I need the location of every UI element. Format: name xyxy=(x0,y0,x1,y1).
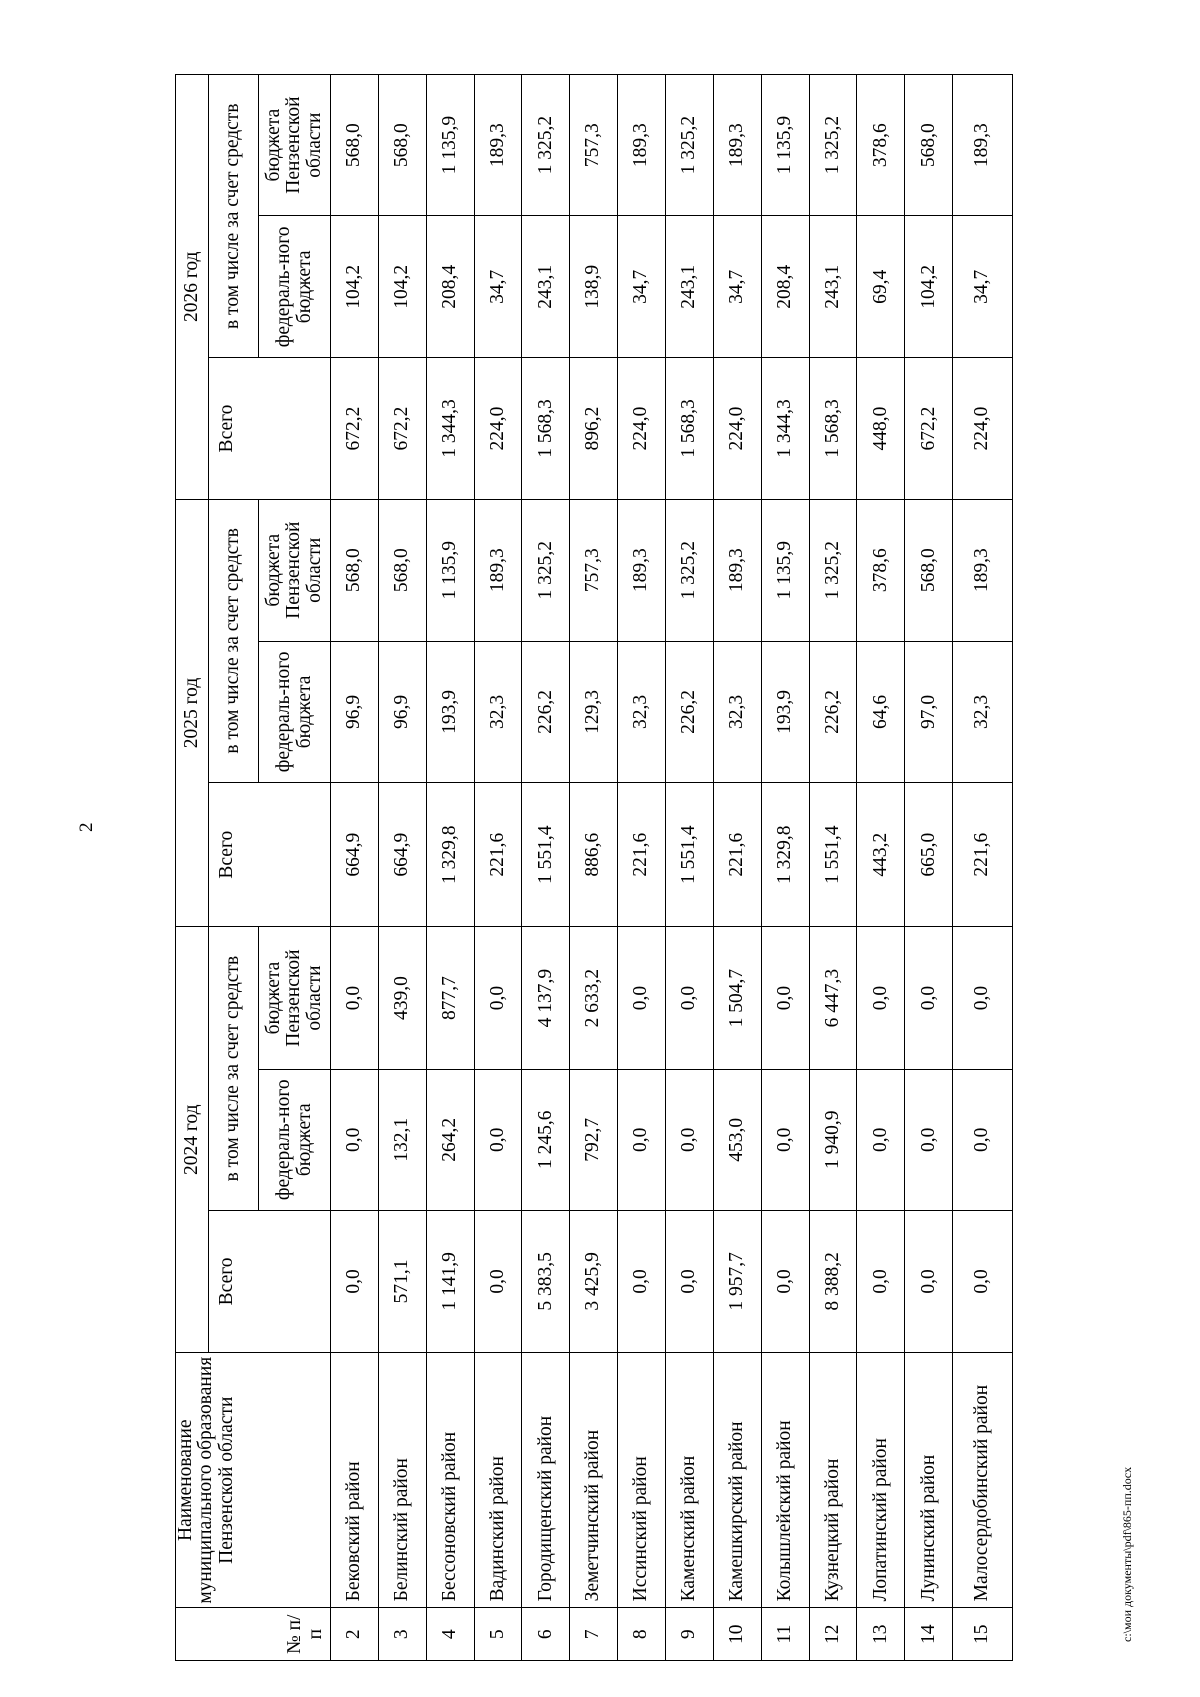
table-row xyxy=(953,75,1013,1661)
cell-2024-regional: 0,0 xyxy=(905,927,953,1069)
cell-2025-regional: 568,0 xyxy=(905,499,953,641)
cell-2026-regional: 189,3 xyxy=(713,75,761,216)
cell-2026-federal: 104,2 xyxy=(378,216,426,358)
cell-2025-total: 1 551,4 xyxy=(809,782,857,926)
cell-2024-total: 0,0 xyxy=(618,1210,666,1352)
cell-2026-total: 224,0 xyxy=(618,358,666,499)
cell-2025-regional: 1 135,9 xyxy=(426,499,474,641)
cell-2026-federal: 34,7 xyxy=(953,216,1013,358)
cell-2026-total: 224,0 xyxy=(474,358,522,499)
cell-2025-total: 221,6 xyxy=(618,782,666,926)
cell-2024-federal: 132,1 xyxy=(378,1069,426,1210)
cell-2024-total: 0,0 xyxy=(857,1210,905,1352)
rotated-table-wrapper xyxy=(175,74,1013,1661)
cell-2024-total: 0,0 xyxy=(666,1210,714,1352)
cell-2025-federal: 226,2 xyxy=(809,641,857,782)
cell-2024-total: 5 383,5 xyxy=(522,1210,570,1352)
header-total-2026: Всего xyxy=(209,358,331,499)
cell-2025-total: 443,2 xyxy=(857,782,905,926)
cell-2024-federal: 1 940,9 xyxy=(809,1069,857,1210)
cell-2025-total: 221,6 xyxy=(474,782,522,926)
table-body xyxy=(331,75,1013,1661)
cell-2025-total: 665,0 xyxy=(905,782,953,926)
cell-2026-federal: 138,9 xyxy=(570,216,618,358)
cell-2026-federal: 104,2 xyxy=(905,216,953,358)
cell-2024-regional: 0,0 xyxy=(761,927,809,1069)
cell-2025-total: 886,6 xyxy=(570,782,618,926)
header-total-2025: Всего xyxy=(209,782,331,926)
cell-name: Кузнецкий район xyxy=(809,1353,857,1608)
header-federal-2026: федераль-ного бюджета xyxy=(259,216,331,358)
cell-2024-total: 0,0 xyxy=(761,1210,809,1352)
header-including-2024: в том числе за счет средств xyxy=(209,927,259,1210)
cell-name: Лунинский район xyxy=(905,1353,953,1608)
cell-name: Малосердобинский район xyxy=(953,1353,1013,1608)
header-regional-2026: бюджета Пензенской области xyxy=(259,75,331,216)
cell-num: 10 xyxy=(713,1608,761,1661)
cell-2025-total: 1 551,4 xyxy=(522,782,570,926)
cell-num: 6 xyxy=(522,1608,570,1661)
cell-num: 15 xyxy=(953,1608,1013,1661)
cell-2025-federal: 226,2 xyxy=(522,641,570,782)
table-row xyxy=(474,75,522,1661)
header-num: № п/п xyxy=(176,1608,331,1661)
cell-2025-federal: 96,9 xyxy=(331,641,379,782)
header-federal-2025: федераль-ного бюджета xyxy=(259,641,331,782)
cell-2025-regional: 1 135,9 xyxy=(761,499,809,641)
table-row xyxy=(378,75,426,1661)
table-row xyxy=(905,75,953,1661)
cell-2024-total: 0,0 xyxy=(474,1210,522,1352)
cell-2024-total: 8 388,2 xyxy=(809,1210,857,1352)
cell-name: Вадинский район xyxy=(474,1353,522,1608)
table-header xyxy=(176,75,331,1661)
table-row xyxy=(857,75,905,1661)
cell-2024-total: 571,1 xyxy=(378,1210,426,1352)
cell-2024-regional: 0,0 xyxy=(857,927,905,1069)
cell-2026-total: 1 568,3 xyxy=(666,358,714,499)
cell-2026-federal: 34,7 xyxy=(474,216,522,358)
cell-num: 13 xyxy=(857,1608,905,1661)
cell-2026-total: 224,0 xyxy=(713,358,761,499)
table-row xyxy=(570,75,618,1661)
cell-2025-total: 221,6 xyxy=(953,782,1013,926)
cell-2026-federal: 243,1 xyxy=(809,216,857,358)
cell-2026-regional: 1 325,2 xyxy=(522,75,570,216)
cell-2025-regional: 378,6 xyxy=(857,499,905,641)
cell-2024-regional: 2 633,2 xyxy=(570,927,618,1069)
cell-2024-regional: 0,0 xyxy=(618,927,666,1069)
cell-2024-federal: 0,0 xyxy=(618,1069,666,1210)
cell-num: 14 xyxy=(905,1608,953,1661)
table-row xyxy=(522,75,570,1661)
cell-num: 8 xyxy=(618,1608,666,1661)
cell-2025-federal: 96,9 xyxy=(378,641,426,782)
header-including-2025: в том числе за счет средств xyxy=(209,499,259,782)
cell-2026-regional: 189,3 xyxy=(953,75,1013,216)
cell-num: 5 xyxy=(474,1608,522,1661)
cell-2025-federal: 32,3 xyxy=(713,641,761,782)
cell-2024-regional: 6 447,3 xyxy=(809,927,857,1069)
page-number: 2 xyxy=(76,822,97,832)
cell-name: Городищенский район xyxy=(522,1353,570,1608)
cell-2024-federal: 264,2 xyxy=(426,1069,474,1210)
cell-2026-regional: 189,3 xyxy=(618,75,666,216)
cell-2026-total: 672,2 xyxy=(331,358,379,499)
cell-2026-federal: 243,1 xyxy=(522,216,570,358)
cell-2024-regional: 1 504,7 xyxy=(713,927,761,1069)
cell-2026-total: 672,2 xyxy=(378,358,426,499)
cell-2024-total: 3 425,9 xyxy=(570,1210,618,1352)
cell-num: 3 xyxy=(378,1608,426,1661)
cell-2026-regional: 568,0 xyxy=(905,75,953,216)
cell-2024-regional: 877,7 xyxy=(426,927,474,1069)
cell-2026-regional: 568,0 xyxy=(378,75,426,216)
table-row xyxy=(761,75,809,1661)
cell-name: Бековский район xyxy=(331,1353,379,1608)
cell-2025-regional: 568,0 xyxy=(378,499,426,641)
cell-2024-regional: 0,0 xyxy=(953,927,1013,1069)
cell-2024-regional: 4 137,9 xyxy=(522,927,570,1069)
footer-file-path: c:\мои документы\pdf\865-пп.docx xyxy=(1120,1466,1134,1642)
cell-2024-total: 0,0 xyxy=(331,1210,379,1352)
cell-2025-federal: 64,6 xyxy=(857,641,905,782)
cell-2025-federal: 32,3 xyxy=(618,641,666,782)
cell-2024-federal: 0,0 xyxy=(666,1069,714,1210)
cell-2026-federal: 34,7 xyxy=(618,216,666,358)
cell-2026-federal: 34,7 xyxy=(713,216,761,358)
cell-2025-federal: 193,9 xyxy=(426,641,474,782)
cell-2024-federal: 453,0 xyxy=(713,1069,761,1210)
cell-2026-total: 224,0 xyxy=(953,358,1013,499)
cell-2024-federal: 0,0 xyxy=(953,1069,1013,1210)
cell-2025-regional: 757,3 xyxy=(570,499,618,641)
table-row xyxy=(809,75,857,1661)
header-name: Наименование муниципального образования Пензенской области xyxy=(176,1353,331,1608)
cell-2024-federal: 0,0 xyxy=(761,1069,809,1210)
cell-2026-regional: 568,0 xyxy=(331,75,379,216)
cell-2025-federal: 97,0 xyxy=(905,641,953,782)
header-regional-2025: бюджета Пензенской области xyxy=(259,499,331,641)
cell-name: Земетчинский район xyxy=(570,1353,618,1608)
cell-num: 7 xyxy=(570,1608,618,1661)
cell-name: Колышлейский район xyxy=(761,1353,809,1608)
cell-2025-total: 1 329,8 xyxy=(761,782,809,926)
cell-2026-total: 896,2 xyxy=(570,358,618,499)
table-row xyxy=(618,75,666,1661)
cell-2026-federal: 208,4 xyxy=(761,216,809,358)
cell-2024-regional: 0,0 xyxy=(331,927,379,1069)
cell-2025-total: 221,6 xyxy=(713,782,761,926)
cell-2026-total: 1 344,3 xyxy=(761,358,809,499)
cell-2024-total: 1 141,9 xyxy=(426,1210,474,1352)
cell-2024-total: 0,0 xyxy=(905,1210,953,1352)
cell-2025-regional: 568,0 xyxy=(331,499,379,641)
cell-name: Каменский район xyxy=(666,1353,714,1608)
table-row xyxy=(666,75,714,1661)
cell-2026-federal: 208,4 xyxy=(426,216,474,358)
cell-name: Лопатинский район xyxy=(857,1353,905,1608)
cell-2024-regional: 439,0 xyxy=(378,927,426,1069)
header-year-2024: 2024 год xyxy=(176,927,209,1353)
cell-name: Бессоновский район xyxy=(426,1353,474,1608)
cell-2026-regional: 757,3 xyxy=(570,75,618,216)
cell-2026-total: 1 568,3 xyxy=(522,358,570,499)
cell-2024-total: 1 957,7 xyxy=(713,1210,761,1352)
cell-2026-total: 1 568,3 xyxy=(809,358,857,499)
cell-2024-federal: 1 245,6 xyxy=(522,1069,570,1210)
cell-2024-total: 0,0 xyxy=(953,1210,1013,1352)
cell-2025-regional: 1 325,2 xyxy=(522,499,570,641)
cell-2025-federal: 32,3 xyxy=(474,641,522,782)
cell-2026-total: 672,2 xyxy=(905,358,953,499)
cell-2025-regional: 1 325,2 xyxy=(809,499,857,641)
header-total-2024: Всего xyxy=(209,1210,331,1352)
cell-2026-total: 1 344,3 xyxy=(426,358,474,499)
cell-2024-federal: 0,0 xyxy=(331,1069,379,1210)
cell-2024-federal: 792,7 xyxy=(570,1069,618,1210)
cell-2026-total: 448,0 xyxy=(857,358,905,499)
cell-2026-federal: 69,4 xyxy=(857,216,905,358)
cell-2025-total: 664,9 xyxy=(378,782,426,926)
cell-2026-regional: 189,3 xyxy=(474,75,522,216)
cell-2026-federal: 243,1 xyxy=(666,216,714,358)
header-including-2026: в том числе за счет средств xyxy=(209,75,259,358)
cell-2025-regional: 189,3 xyxy=(618,499,666,641)
cell-2024-regional: 0,0 xyxy=(666,927,714,1069)
cell-2026-regional: 378,6 xyxy=(857,75,905,216)
cell-2025-federal: 129,3 xyxy=(570,641,618,782)
cell-2026-federal: 104,2 xyxy=(331,216,379,358)
table-row xyxy=(713,75,761,1661)
cell-2025-regional: 189,3 xyxy=(713,499,761,641)
cell-name: Белинский район xyxy=(378,1353,426,1608)
header-year-2026: 2026 год xyxy=(176,75,209,500)
cell-2024-federal: 0,0 xyxy=(905,1069,953,1210)
cell-2026-regional: 1 135,9 xyxy=(426,75,474,216)
cell-2025-total: 1 329,8 xyxy=(426,782,474,926)
cell-2025-total: 1 551,4 xyxy=(666,782,714,926)
cell-2026-regional: 1 325,2 xyxy=(809,75,857,216)
cell-2024-federal: 0,0 xyxy=(857,1069,905,1210)
header-federal-2024: федераль-ного бюджета xyxy=(259,1069,331,1210)
cell-2026-regional: 1 135,9 xyxy=(761,75,809,216)
cell-2026-regional: 1 325,2 xyxy=(666,75,714,216)
cell-num: 2 xyxy=(331,1608,379,1661)
table-row xyxy=(331,75,379,1661)
cell-2025-regional: 189,3 xyxy=(953,499,1013,641)
cell-num: 4 xyxy=(426,1608,474,1661)
cell-2024-federal: 0,0 xyxy=(474,1069,522,1210)
cell-num: 9 xyxy=(666,1608,714,1661)
cell-2025-regional: 1 325,2 xyxy=(666,499,714,641)
header-regional-2024: бюджета Пензенской области xyxy=(259,927,331,1069)
budget-table xyxy=(175,74,1013,1661)
cell-name: Камешкирский район xyxy=(713,1353,761,1608)
cell-num: 11 xyxy=(761,1608,809,1661)
header-year-2025: 2025 год xyxy=(176,499,209,927)
cell-num: 12 xyxy=(809,1608,857,1661)
cell-2025-federal: 193,9 xyxy=(761,641,809,782)
cell-2024-regional: 0,0 xyxy=(474,927,522,1069)
cell-2025-federal: 226,2 xyxy=(666,641,714,782)
cell-2025-total: 664,9 xyxy=(331,782,379,926)
cell-name: Иссинский район xyxy=(618,1353,666,1608)
table-row xyxy=(426,75,474,1661)
cell-2025-federal: 32,3 xyxy=(953,641,1013,782)
cell-2025-regional: 189,3 xyxy=(474,499,522,641)
